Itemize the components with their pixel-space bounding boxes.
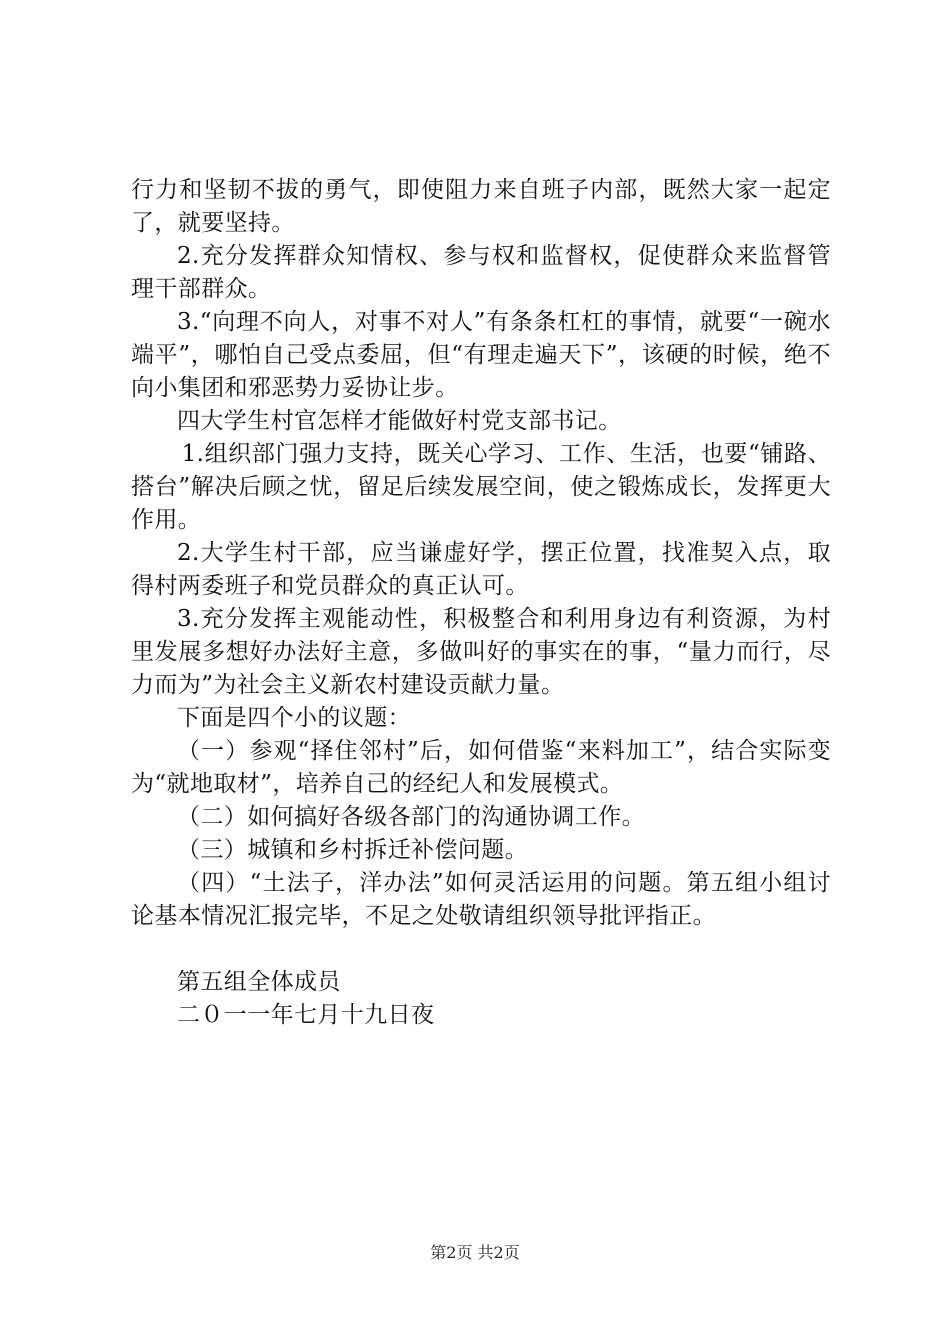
paragraph: 2.大学生村干部，应当谦虚好学，摆正位置，找准契入点，取得村两委班子和党员群众的真正认可。 [131, 540, 831, 599]
paragraph: 2.充分发挥群众知情权、参与权和监督权，促使群众来监督管理干部群众。 [131, 243, 831, 302]
signature-date: 二０一一年七月十九日夜 [177, 1002, 435, 1028]
list-item: （一）参观“择住邻村”后，如何借鉴“来料加工”，结合实际变为“就地取材”，培养自己的经纪人和发展模式。 [131, 738, 831, 797]
paragraph: 1.组织部门强力支持，既关心学习、工作、生活，也要“铺路、搭台”解决后顾之忧，留足后续发展空间，使之锻炼成长，发挥更大作用。 [131, 441, 831, 533]
paragraph: 3.充分发挥主观能动性，积极整合和利用身边有利资源，为村里发展多想好办法好主意，多做叫好的事实在的事，“量力而行，尽力而为”为社会主义新农村建设贡献力量。 [131, 606, 831, 698]
list-item: （三）城镇和乡村拆迁补偿问题。 [177, 837, 528, 863]
paragraph: 下面是四个小的议题： [177, 705, 411, 731]
paragraph: 3.“向理不向人，对事不对人”有条条杠杠的事情，就要“一碗水端平”，哪怕自己受点委屈，但“有理走遍天下”，该硬的时候，绝不向小集团和邪恶势力妥协让步。 [131, 309, 831, 401]
section-heading: 四大学生村官怎样才能做好村党支部书记。 [177, 408, 622, 434]
paragraph: 行力和坚韧不拔的勇气，即使阻力来自班子内部，既然大家一起定了，就要坚持。 [131, 177, 831, 236]
list-item: （二）如何搞好各级各部门的沟通协调工作。 [177, 804, 645, 830]
spacer [131, 933, 831, 966]
signature-group: 第五组全体成员 [177, 969, 341, 995]
document-body [131, 174, 831, 1032]
page-footer: 第2页 共2页 [430, 1243, 520, 1262]
list-item: （四）“土法子，洋办法”如何灵活运用的问题。第五组小组讨论基本情况汇报完毕，不足之处敬请组织领导批评指正。 [131, 870, 831, 929]
